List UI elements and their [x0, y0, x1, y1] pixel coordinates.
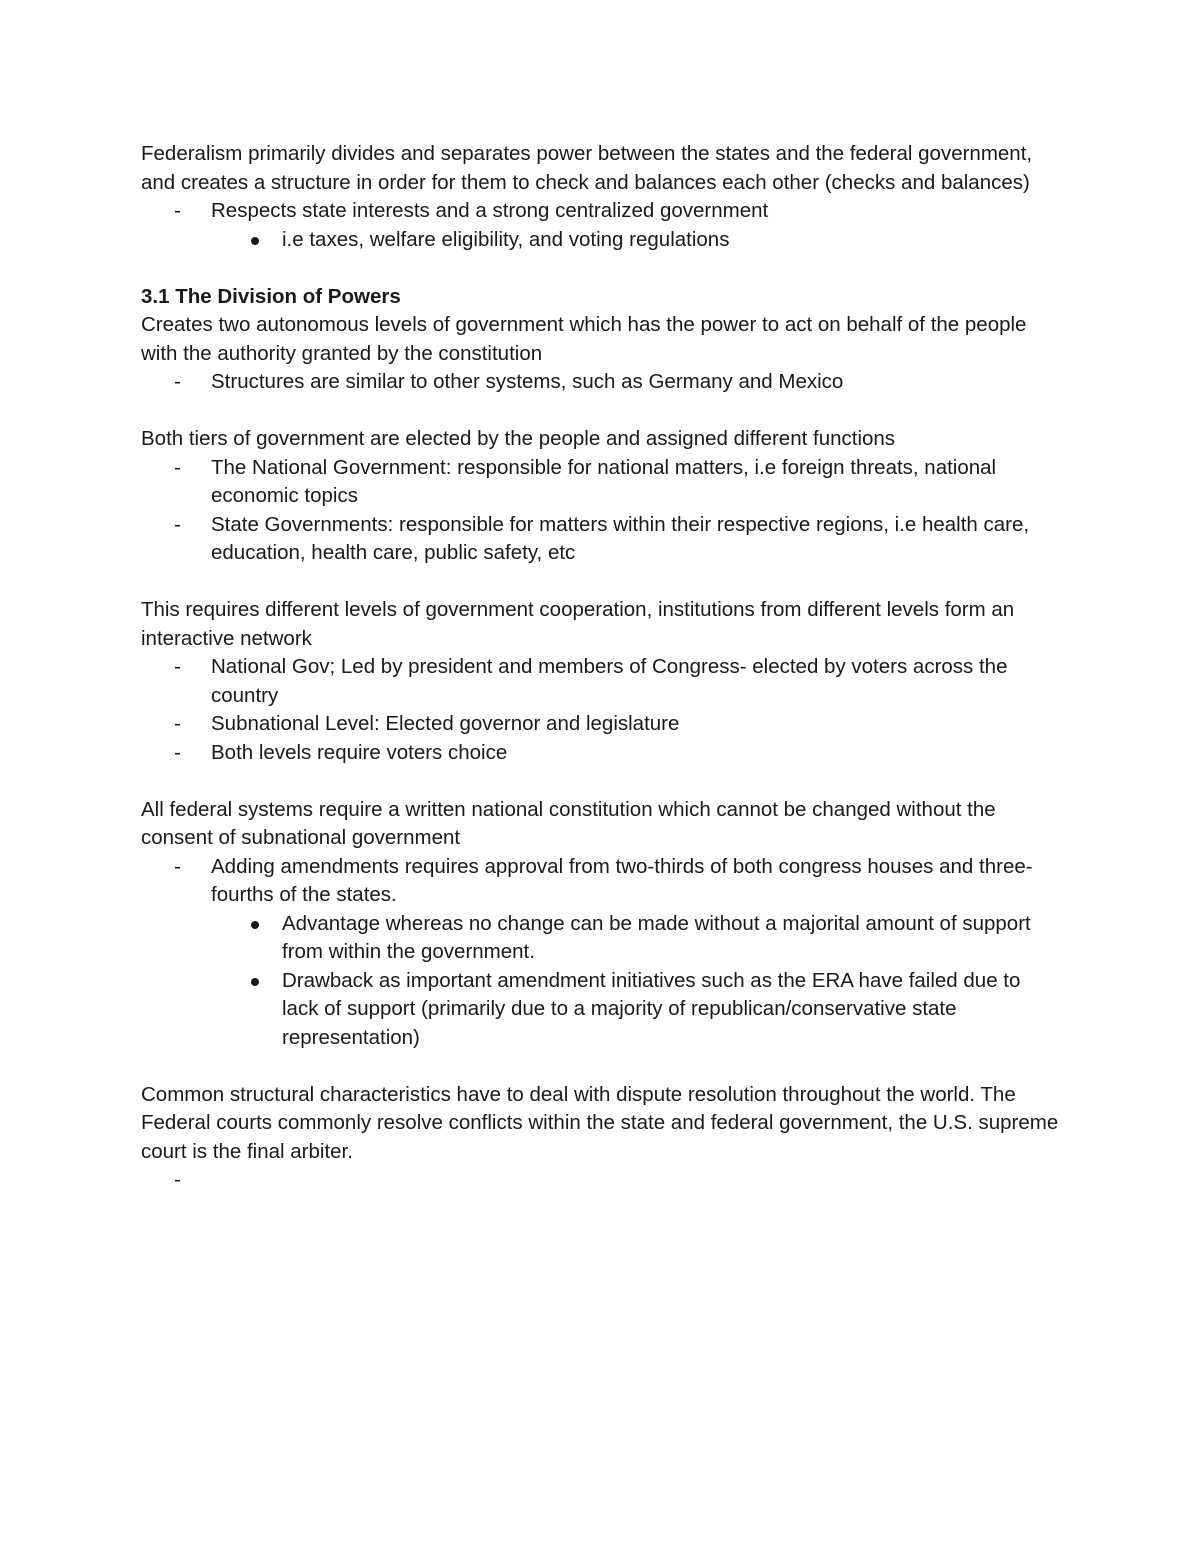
intro-paragraph: Federalism primarily divides and separates power between the states and the federal government, and creates a structure in order for them to check and balances each other (checks and balances) [141, 142, 1033, 194]
list-item [141, 739, 1061, 768]
paragraph: All federal systems require a written national constitution which cannot be changed without the consent of subnational government [141, 797, 996, 849]
dash-marker: - [174, 854, 181, 878]
list-item-text: Advantage whereas no change can be made without a majorital amount of support from within the government. [282, 911, 1031, 963]
dash-marker: - [174, 199, 181, 222]
list-item [141, 710, 1061, 739]
spacer [141, 568, 1061, 597]
list-item-text: i.e taxes, welfare eligibility, and voting regulations [282, 227, 730, 251]
dash-marker: - [174, 740, 181, 764]
dash-marker: - [174, 712, 181, 735]
list-item [141, 653, 1061, 710]
bullet-icon [251, 921, 259, 929]
dash-marker: - [174, 655, 181, 678]
spacer [141, 767, 1061, 796]
list-item-text: National Gov; Led by president and members of Congress- elected by voters across the country [211, 655, 1008, 707]
paragraph: Both tiers of government are elected by the people and assigned different functions [141, 427, 896, 450]
list-item [141, 967, 1061, 1053]
list-item-text: The National Government: responsible for national matters, i.e foreign threats, national economic topics [211, 455, 997, 507]
paragraph: Common structural characteristics have to deal with dispute resolution throughout the world. The Federal courts commonly resolve conflicts within the state and federal government, the U.S. supreme court is the final arbiter. [141, 1082, 1059, 1163]
list-item [141, 226, 1061, 255]
list-item [141, 511, 1061, 568]
list-item-text: Respects state interests and a strong centralized government [211, 199, 769, 222]
list-item [141, 1166, 1061, 1195]
section-heading: 3.1 The Division of Powers [141, 284, 401, 308]
document-page [141, 140, 1061, 1195]
bullet-icon [251, 978, 259, 986]
bullet-icon [251, 237, 259, 245]
paragraph: This requires different levels of government cooperation, institutions from different levels form an interactive network [141, 598, 1015, 650]
list-item-text: Drawback as important amendment initiatives such as the ERA have failed due to lack of support (primarily due to a majority of republican/conservative state representation) [282, 968, 1021, 1049]
spacer [141, 397, 1061, 426]
list-item [141, 910, 1061, 967]
list-item [141, 853, 1061, 910]
list-item-text: Both levels require voters choice [211, 740, 508, 764]
list-item [141, 454, 1061, 511]
dash-marker: - [174, 512, 181, 536]
list-item-text: Subnational Level: Elected governor and legislature [211, 712, 680, 735]
spacer [141, 1052, 1061, 1081]
list-item-text: State Governments: responsible for matters within their respective regions, i.e health care, education, health care, public safety, etc [211, 512, 1030, 564]
list-item-text: Adding amendments requires approval from two-thirds of both congress houses and three-fourths of the states. [211, 854, 1033, 906]
spacer [141, 254, 1061, 283]
dash-marker: - [174, 455, 181, 479]
list-item [141, 197, 1061, 226]
list-item-text: Structures are similar to other systems, such as Germany and Mexico [211, 370, 844, 393]
dash-marker: - [174, 1168, 181, 1191]
list-item [141, 368, 1061, 397]
dash-marker: - [174, 370, 181, 393]
paragraph: Creates two autonomous levels of government which has the power to act on behalf of the people with the authority granted by the constitution [141, 313, 1027, 365]
